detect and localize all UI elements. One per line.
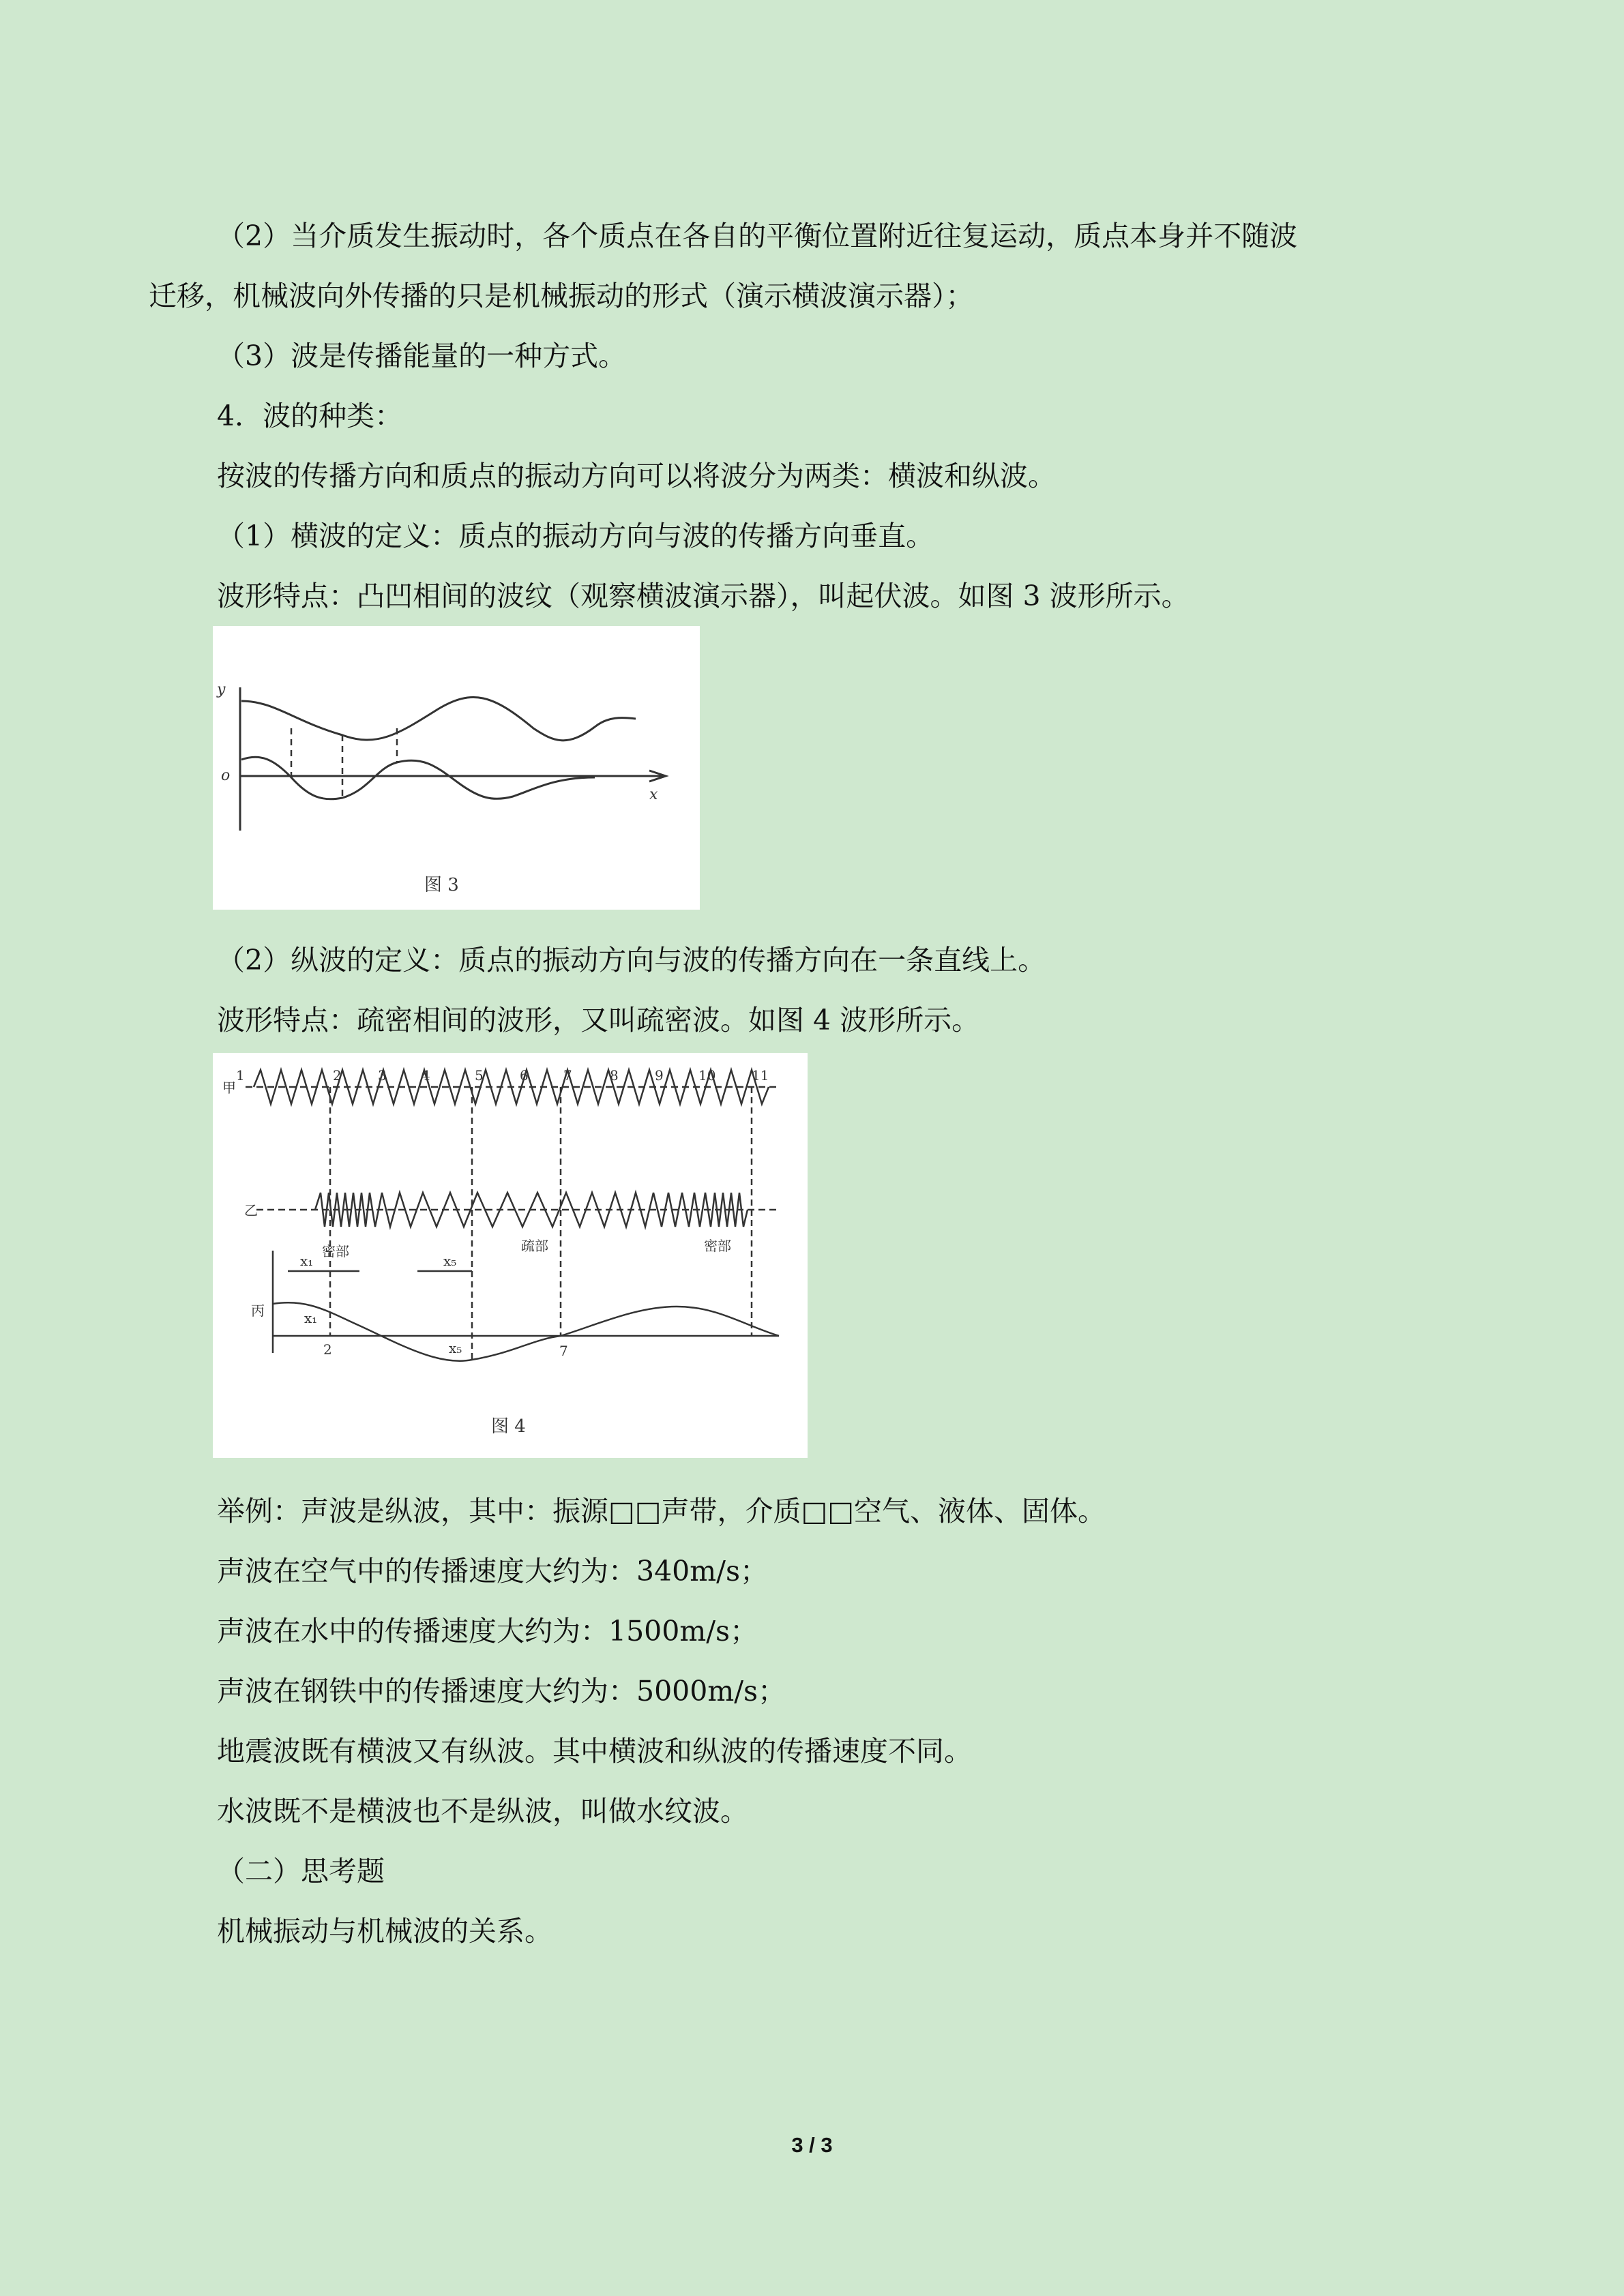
heading-thinking-question: （二）思考题 xyxy=(217,1855,385,1888)
upper-wave xyxy=(241,697,636,740)
paragraph-longitudinal-definition: （2）纵波的定义：质点的振动方向与波的传播方向在一条直线上。 xyxy=(217,944,1046,976)
heading-wave-types: 4．波的种类： xyxy=(217,400,403,432)
point-number: 3 xyxy=(378,1067,387,1084)
dense-region-2: 密部 xyxy=(704,1238,731,1254)
point-number: 4 xyxy=(422,1067,430,1084)
x1-label: x₁ xyxy=(300,1253,314,1269)
point-number: 2 xyxy=(333,1067,342,1084)
paragraph-speed-steel: 声波在钢铁中的传播速度大约为：5000m/s； xyxy=(217,1675,786,1708)
paragraph-1: （2）当介质发生振动时，各个质点在各自的平衡位置附近往复运动，质点本身并不随波 xyxy=(217,220,1298,252)
point-number: 9 xyxy=(655,1067,664,1084)
dense-region-1: 密部 xyxy=(322,1243,349,1259)
paragraph-classification: 按波的传播方向和质点的振动方向可以将波分为两类：横波和纵波。 xyxy=(217,460,1056,492)
figure-3-caption: 图 3 xyxy=(424,875,459,895)
paragraph-example: 举例：声波是纵波，其中：振源□□声带，介质□□空气、液体、固体。 xyxy=(217,1495,1106,1527)
x5-curve-label: x₅ xyxy=(449,1340,462,1356)
x-label: x xyxy=(649,786,658,803)
sparse-region: 疏部 xyxy=(521,1238,548,1254)
x5-label: x₅ xyxy=(443,1253,457,1269)
paragraph-question: 机械振动与机械波的关系。 xyxy=(217,1915,552,1948)
paragraph-3: （3）波是传播能量的一种方式。 xyxy=(217,340,627,372)
paragraph-transverse-feature: 波形特点：凸凹相间的波纹（观察横波演示器），叫起伏波。如图 3 波形所示。 xyxy=(217,580,1190,612)
point-number: 5 xyxy=(475,1067,484,1084)
paragraph-water-wave: 水波既不是横波也不是纵波，叫做水纹波。 xyxy=(217,1795,748,1828)
row2-label: 乙 xyxy=(244,1202,258,1219)
paragraph-speed-air: 声波在空气中的传播速度大约为：340m/s； xyxy=(217,1555,768,1587)
row3-curve xyxy=(273,1302,779,1361)
origin-label: o xyxy=(221,767,231,784)
row1-label: 甲 xyxy=(222,1079,236,1096)
figure-4 xyxy=(213,1053,808,1458)
paragraph-transverse-definition: （1）横波的定义：质点的振动方向与波的传播方向垂直。 xyxy=(217,520,934,552)
point-number: 8 xyxy=(610,1067,619,1084)
page-number: 3 / 3 xyxy=(791,2133,833,2157)
paragraph-2: 迁移，机械波向外传播的只是机械振动的形式（演示横波演示器）； xyxy=(149,280,974,312)
point-number: 11 xyxy=(752,1067,769,1084)
point-number: 1 xyxy=(236,1067,245,1084)
figure-4-drawing xyxy=(213,1053,808,1458)
paragraph-speed-water: 声波在水中的传播速度大约为：1500m/s； xyxy=(217,1615,758,1648)
lower-wave xyxy=(241,757,595,799)
point-number: 7 xyxy=(563,1067,572,1084)
paragraph-longitudinal-feature: 波形特点：疏密相间的波形，又叫疏密波。如图 4 波形所示。 xyxy=(217,1004,980,1037)
point-7-label: 7 xyxy=(559,1343,568,1359)
paragraph-seismic: 地震波既有横波又有纵波。其中横波和纵波的传播速度不同。 xyxy=(217,1735,972,1768)
x1-curve-label: x₁ xyxy=(304,1310,318,1326)
y-label: y xyxy=(217,681,226,698)
point-number: 10 xyxy=(698,1067,716,1084)
figure-3-drawing xyxy=(213,626,700,910)
row3-label: 丙 xyxy=(251,1302,265,1319)
point-2-label: 2 xyxy=(323,1341,332,1358)
figure-4-caption: 图 4 xyxy=(491,1416,526,1437)
point-number: 6 xyxy=(520,1067,529,1084)
figure-3 xyxy=(213,626,700,910)
